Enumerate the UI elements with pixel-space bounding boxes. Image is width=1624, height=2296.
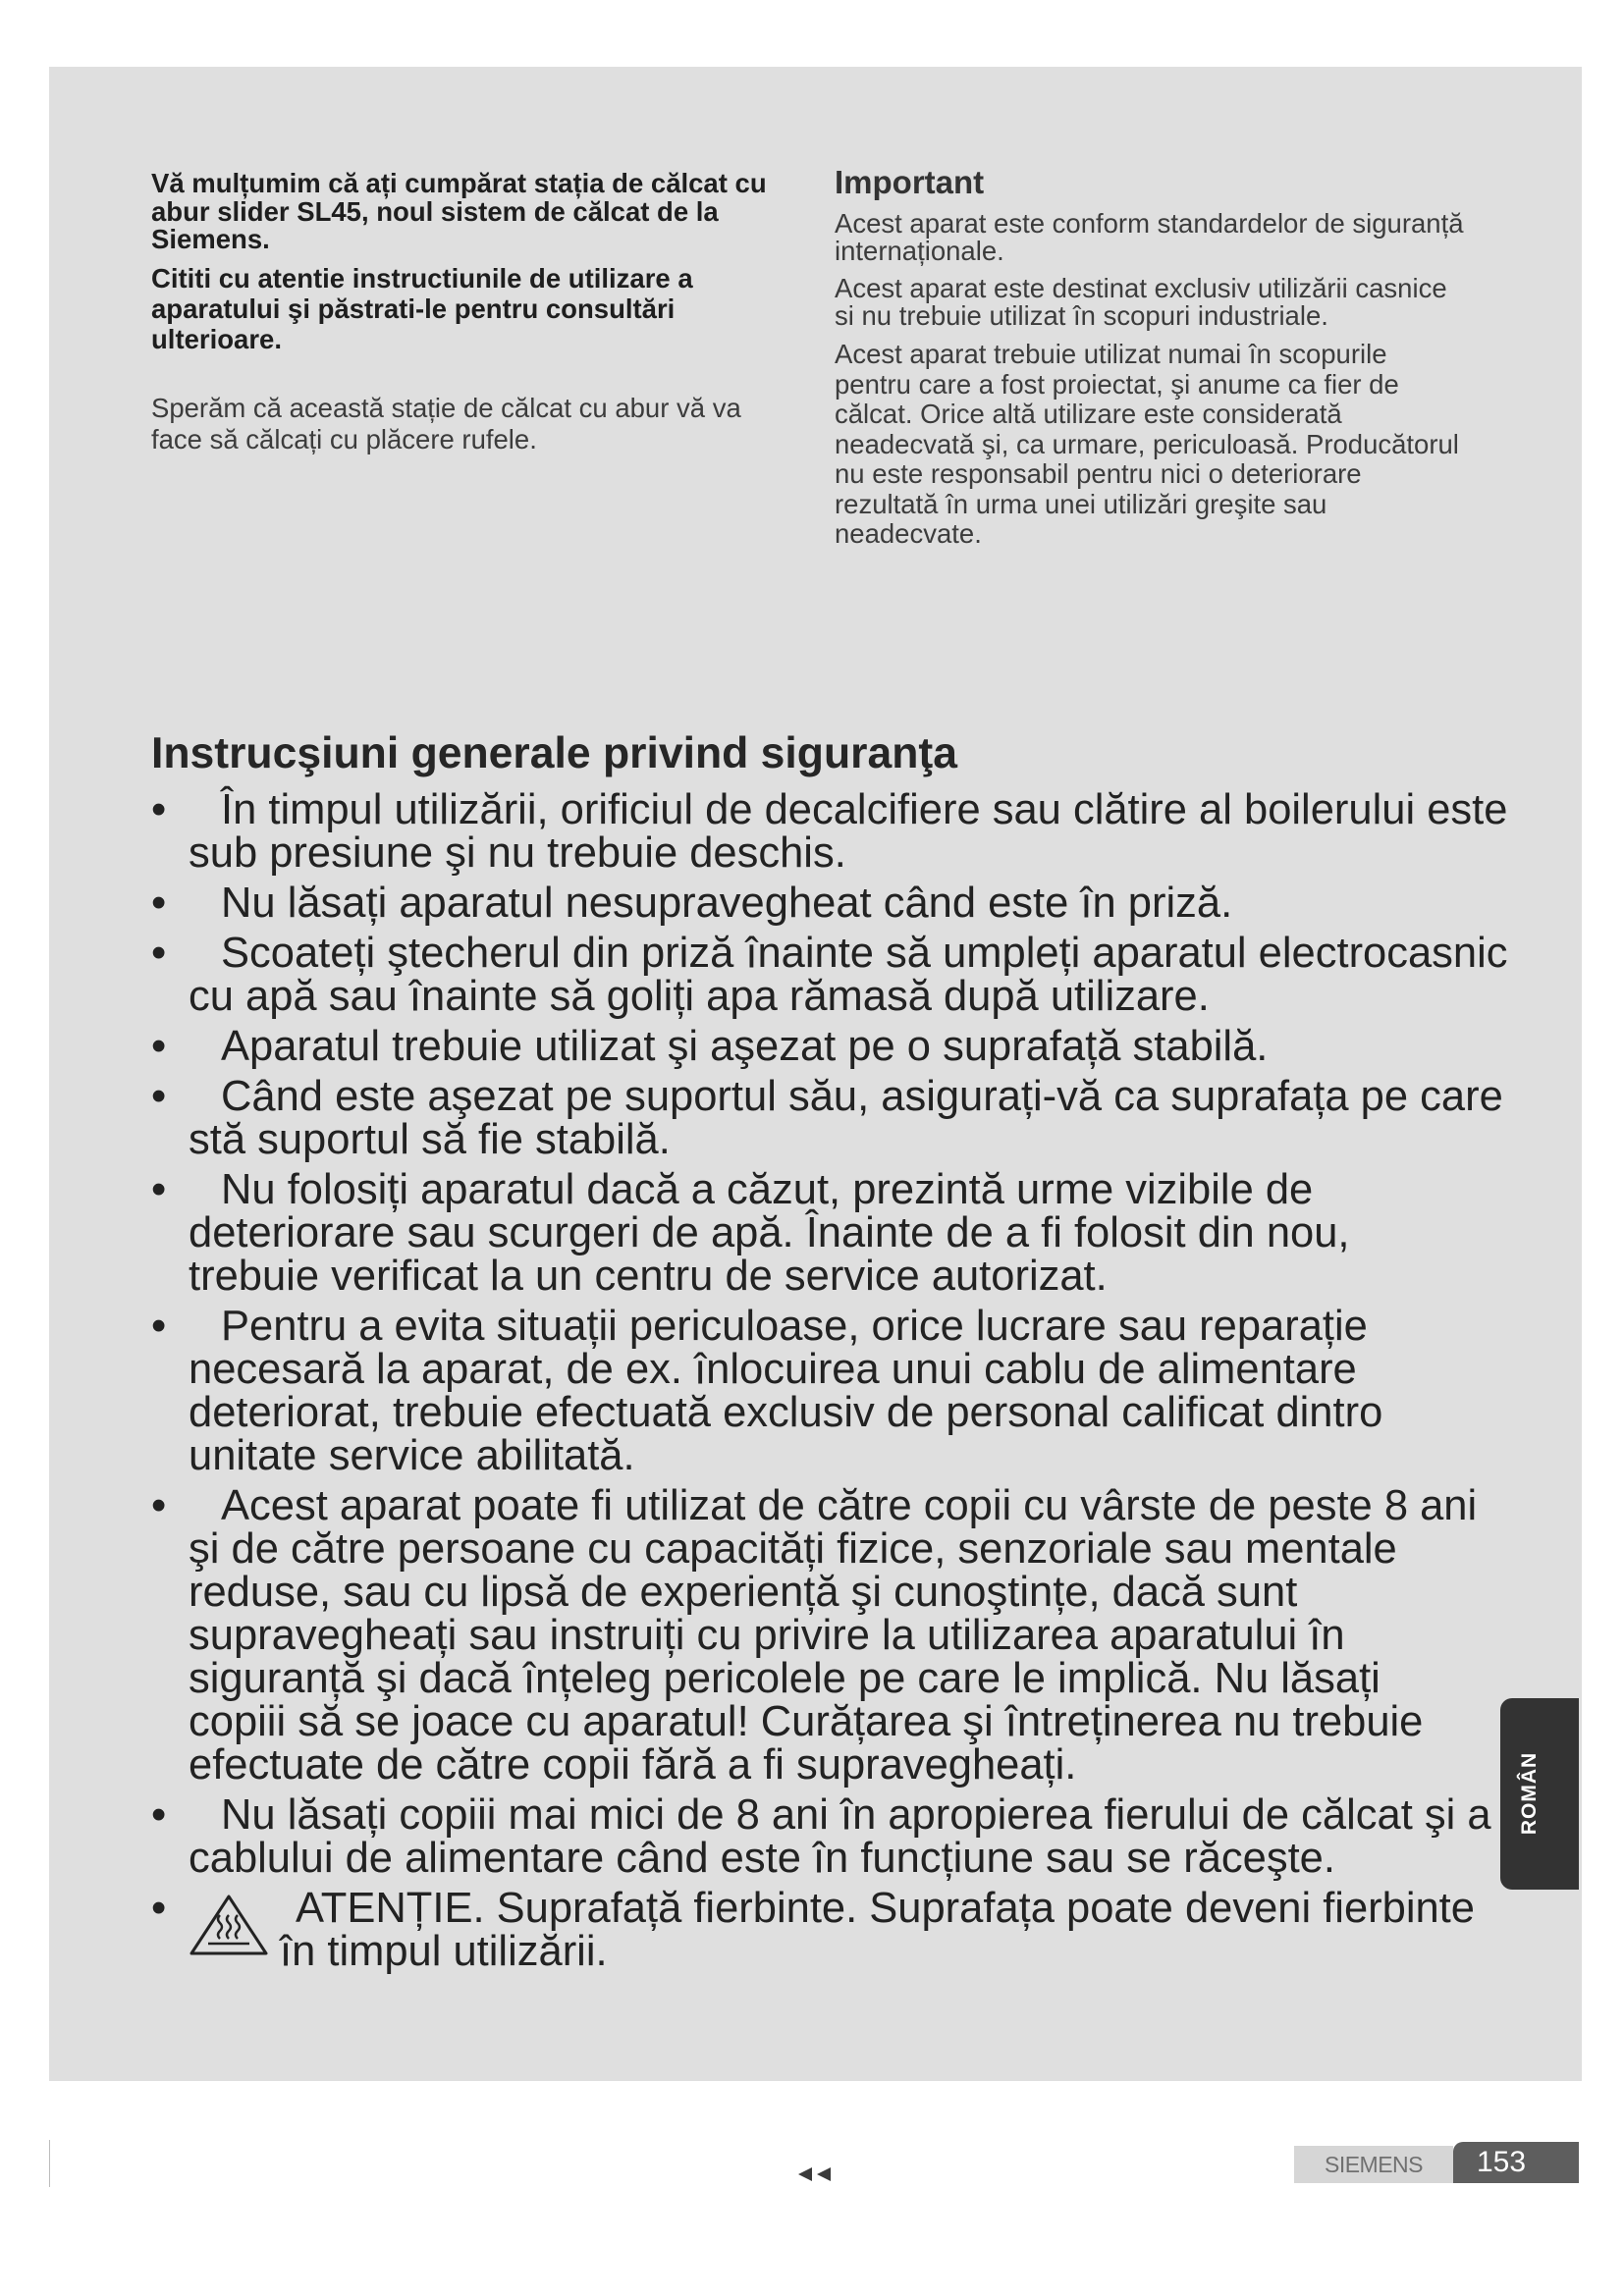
language-tab-label: ROMÂN: [1518, 1751, 1541, 1836]
safety-item-line: şi de către persoane cu capacități fizice, senzoriale sau mentale: [189, 1525, 1397, 1573]
important-household-paragraph: [835, 272, 1447, 331]
intro-hope-paragraph: [151, 393, 741, 455]
bullet-marker: •: [151, 930, 167, 977]
safety-item-line: Când este aşezat pe suportul său, asigurați-vă ca suprafața pe care: [221, 1073, 1503, 1120]
important-standards-paragraph: [835, 207, 1464, 266]
important-line: călcat. Orice altă utilizare este considerată: [835, 399, 1342, 429]
safety-item-line: unitate service abilitată.: [189, 1432, 635, 1479]
safety-heading: Instrucşiuni generale privind siguranţa: [151, 729, 957, 777]
safety-item: [151, 1025, 1496, 1068]
safety-item: [151, 1793, 1496, 1880]
safety-item-line: deteriorat, trebuie efectuată exclusiv de personal calificat dintro: [189, 1389, 1383, 1436]
safety-item-line: În timpul utilizării, orificiul de decalcifiere sau clătire al boilerului este: [221, 786, 1508, 833]
footer-brand: SIEMENS: [1294, 2146, 1453, 2183]
important-line: Acest aparat trebuie utilizat numai în scopurile: [835, 339, 1387, 369]
important-intended-use-paragraph: [835, 340, 1459, 550]
language-tab: [1500, 1698, 1579, 1890]
safety-item-line: supravegheați sau instruiți cu privire la utilizarea aparatului în: [189, 1612, 1345, 1659]
bullet-marker: •: [151, 1073, 167, 1120]
intro-hope-line: Sperăm că această stație de călcat cu abur vă va: [151, 393, 741, 423]
important-line: neadecvată şi, ca urmare, periculoasă. Producătorul: [835, 428, 1459, 459]
intro-thanks-line: Vă mulțumim că ați cumpărat stația de călcat cu: [151, 168, 767, 198]
safety-item: [151, 1305, 1496, 1477]
intro-thanks-line: abur slider SL45, noul sistem de călcat de la: [151, 195, 719, 227]
intro-read-line: aparatului şi păstrati-le pentru consultări: [151, 294, 676, 324]
safety-item-line: siguranță şi dacă înțeleg pericolele pe care le implică. Nu lăsați: [189, 1655, 1380, 1702]
intro-read-line: Cititi cu atentie instructiunile de utilizare a: [151, 263, 693, 294]
safety-item-line: Nu lăsați aparatul nesupravegheat când este în priză.: [221, 880, 1233, 927]
bullet-marker: •: [151, 1303, 167, 1350]
important-line: Acest aparat este conform standardelor de siguranță: [835, 207, 1464, 239]
important-line: rezultată în urma unei utilizări greşite sau: [835, 488, 1327, 519]
safety-item-line: sub presiune şi nu trebuie deschis.: [189, 829, 846, 877]
safety-item: [151, 1168, 1496, 1298]
safety-item-line: Aparatul trebuie utilizat şi aşezat pe o suprafață stabilă.: [221, 1023, 1269, 1070]
safety-item-line: stă suportul să fie stabilă.: [189, 1116, 671, 1163]
intro-thanks-paragraph: [151, 170, 767, 254]
safety-item-line: Acest aparat poate fi utilizat de către copii cu vârste de peste 8 ani: [221, 1482, 1478, 1529]
safety-item-line: cu apă sau înainte să goliți apa rămasă după utilizare.: [189, 973, 1210, 1020]
double-left-arrow-icon: [795, 2165, 835, 2183]
important-line: si nu trebuie utilizat în scopuri industriale.: [835, 300, 1328, 331]
bullet-marker: •: [151, 1885, 167, 1932]
bullet-marker: •: [151, 1166, 167, 1213]
footer-left-rule: [49, 2140, 50, 2187]
intro-hope-line: face să călcați cu plăcere rufele.: [151, 424, 537, 454]
bullet-marker: •: [151, 1791, 167, 1839]
important-line: Acest aparat este destinat exclusiv utilizării casnice: [835, 272, 1447, 303]
safety-list: [151, 786, 1508, 1980]
safety-item-line: cablului de alimentare când este în funcțiune sau se răceşte.: [189, 1835, 1335, 1882]
page-number: 153: [1453, 2142, 1579, 2183]
safety-item-line: copiii să se joace cu aparatul! Curățarea şi întreținerea nu trebuie: [189, 1698, 1424, 1745]
safety-item: [151, 930, 1508, 1020]
important-line: neadecvate.: [835, 518, 982, 549]
important-line: nu este responsabil pentru nici o deteriorare: [835, 458, 1362, 489]
important-heading: Important: [835, 164, 985, 200]
safety-item: [151, 881, 1496, 925]
bullet-marker: •: [151, 786, 167, 833]
safety-warning-line: în timpul utilizării.: [280, 1928, 608, 1975]
intro-read-carefully-paragraph: [151, 263, 693, 354]
bullet-marker: •: [151, 1023, 167, 1070]
safety-item-line: Nu folosiți aparatul dacă a căzut, prezintă urme vizibile de: [221, 1166, 1314, 1213]
important-line: pentru care a fost proiectat, şi anume ca fier de: [835, 368, 1399, 400]
intro-thanks-line: Siemens.: [151, 224, 270, 254]
safety-item: [151, 1073, 1503, 1163]
intro-read-line: ulterioare.: [151, 324, 282, 354]
bullet-marker: •: [151, 1482, 167, 1529]
bullet-marker: •: [151, 880, 167, 927]
safety-item-line: Scoateți ştecherul din priză înainte să umpleți aparatul electrocasnic: [221, 930, 1508, 977]
safety-item-line: Pentru a evita situații periculoase, orice lucrare sau reparație: [221, 1303, 1368, 1350]
safety-item: [151, 1484, 1496, 1787]
safety-item-line: trebuie verificat la un centru de service autorizat.: [189, 1253, 1108, 1300]
important-line: internaționale.: [835, 236, 1004, 266]
safety-item: [151, 786, 1508, 877]
safety-warning-item: [151, 1887, 1496, 1973]
safety-item-line: necesară la aparat, de ex. înlocuirea unui cablu de alimentare: [189, 1346, 1357, 1393]
hot-surface-warning-icon: [189, 1894, 269, 1956]
safety-item-line: deteriorare sau scurgeri de apă. Înainte de a fi folosit din nou,: [189, 1209, 1350, 1256]
safety-item-line: Nu lăsați copiii mai mici de 8 ani în apropierea fierului de călcat şi a: [221, 1791, 1491, 1839]
safety-warning-line: ATENȚIE. Suprafață fierbinte. Suprafața poate deveni fierbinte: [296, 1885, 1475, 1932]
safety-item-line: efectuate de către copii fără a fi supravegheați.: [189, 1741, 1077, 1789]
safety-item-line: reduse, sau cu lipsă de experiență şi cunoştințe, dacă sunt: [189, 1569, 1298, 1616]
